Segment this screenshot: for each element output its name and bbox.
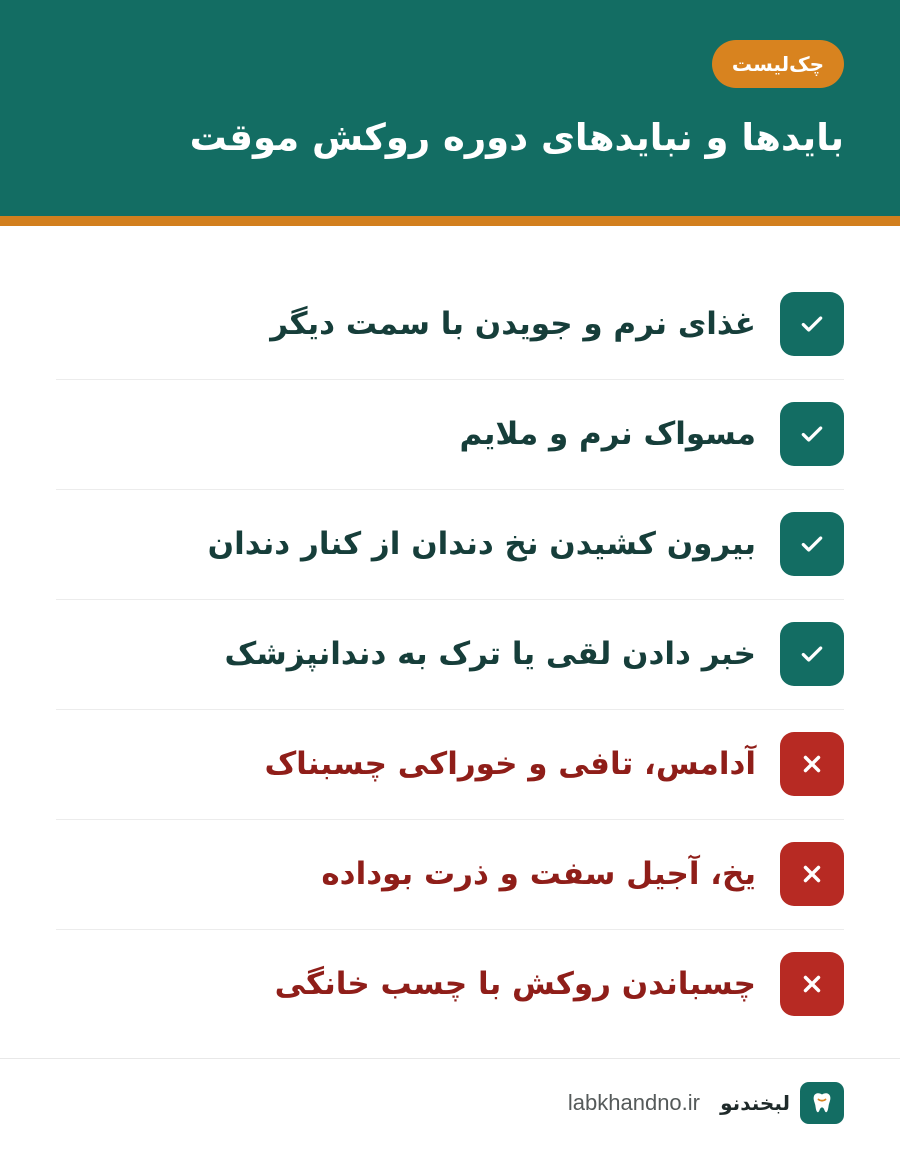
list-item (56, 600, 844, 710)
list-item-text: مسواک نرم و ملایم (459, 416, 756, 452)
header (0, 0, 900, 216)
list-item-text: چسباندن روکش با چسب خانگی (274, 966, 756, 1002)
list-item-text: خبر دادن لقی یا ترک به دندانپزشک (224, 636, 756, 672)
check-icon (780, 402, 844, 466)
checklist-badge: چک‌لیست (712, 40, 844, 88)
page-title: بایدها و نبایدهای دوره روکش موقت (189, 116, 844, 159)
list-item (56, 490, 844, 600)
footer-brand: لبخندنو (720, 1091, 790, 1115)
tooth-icon (800, 1082, 844, 1124)
check-icon (780, 622, 844, 686)
check-icon (780, 512, 844, 576)
list-item (56, 380, 844, 490)
cross-icon (780, 952, 844, 1016)
header-accent-bar (0, 216, 900, 226)
cross-icon (780, 842, 844, 906)
footer-divider (0, 1058, 900, 1059)
list-item (56, 820, 844, 930)
check-icon (780, 292, 844, 356)
list-item-text: آدامس، تافی و خوراکی چسبناک (264, 746, 756, 782)
list-item-text: یخ، آجیل سفت و ذرت بوداده (321, 856, 756, 892)
checklist (56, 270, 844, 1040)
list-item-text: غذای نرم و جویدن با سمت دیگر (270, 306, 756, 342)
list-item (56, 710, 844, 820)
list-item (56, 270, 844, 380)
list-item-text: بیرون کشیدن نخ دندان از کنار دندان (207, 526, 756, 562)
footer-website-link[interactable]: labkhandno.ir (567, 1090, 700, 1115)
list-item (56, 930, 844, 1040)
cross-icon (780, 732, 844, 796)
